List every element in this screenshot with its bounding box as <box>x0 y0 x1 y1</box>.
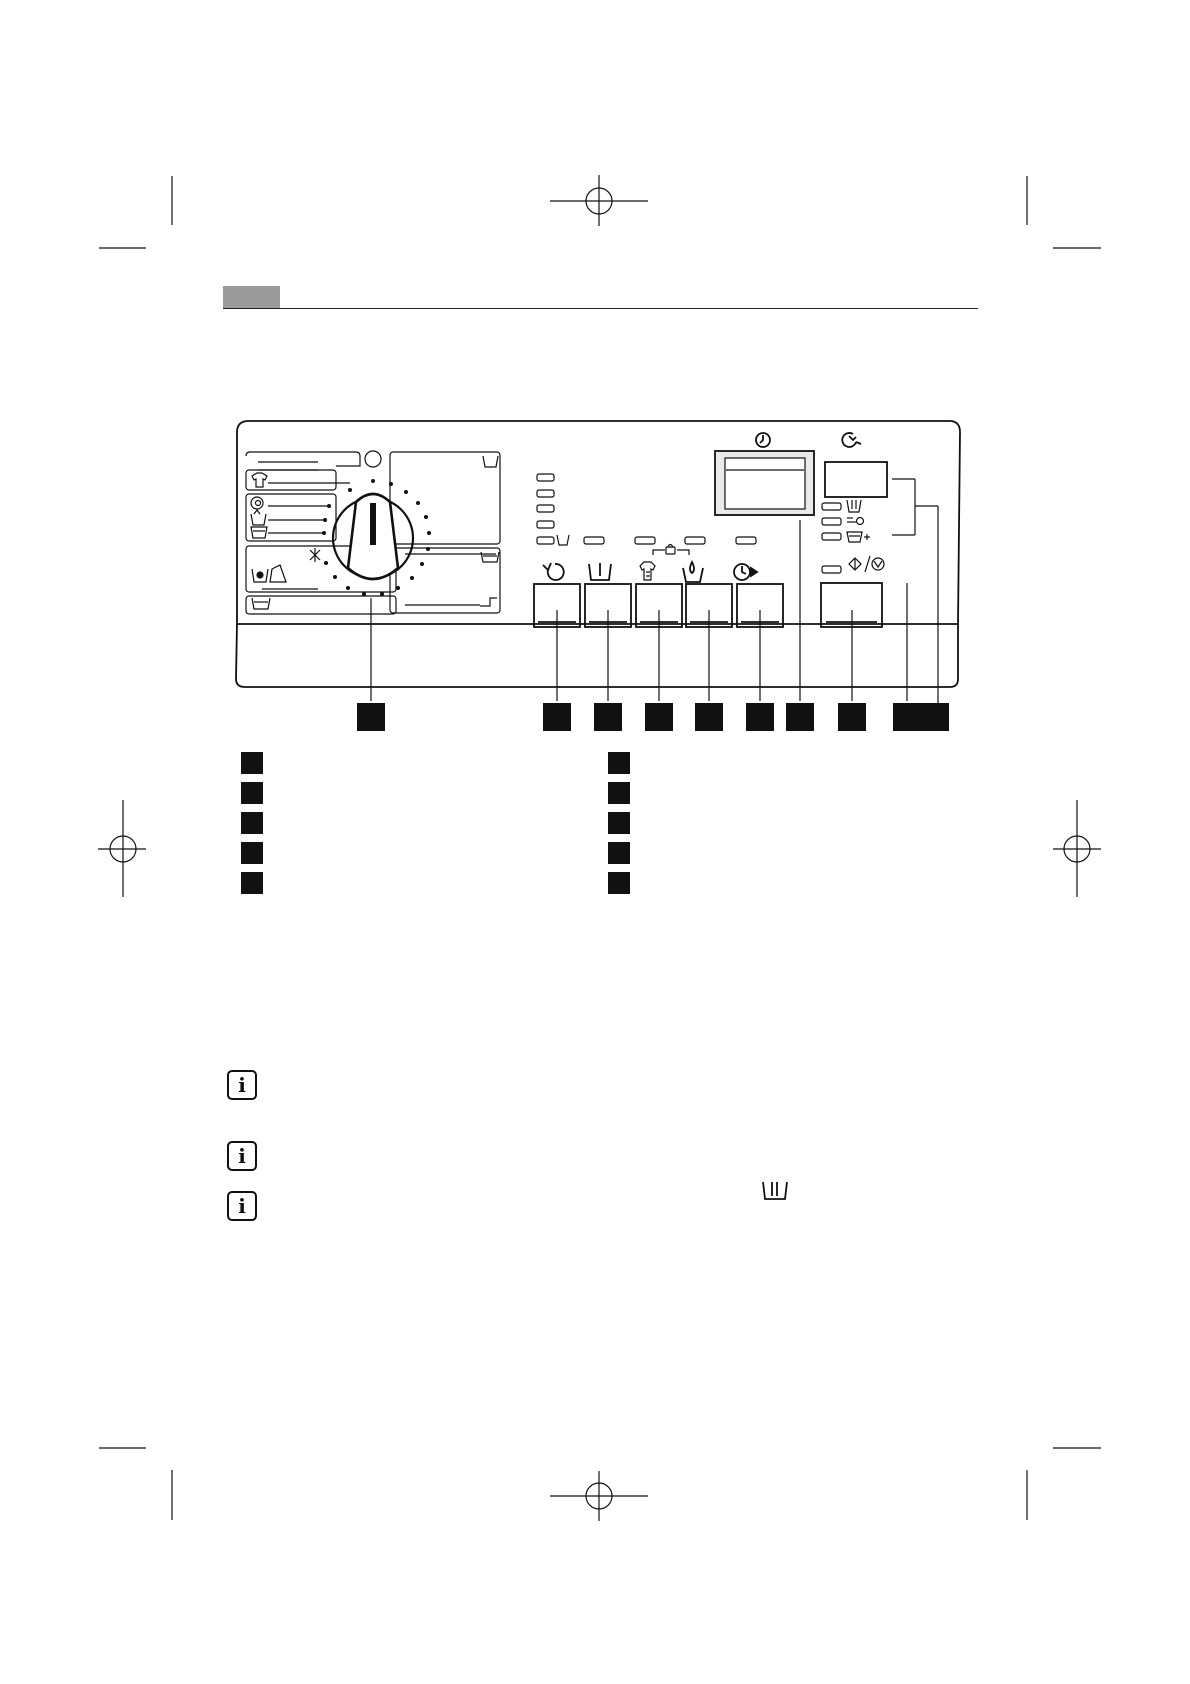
info-icon: i <box>227 1070 257 1100</box>
info-icon: i <box>227 1191 257 1221</box>
info-icon: i <box>227 1141 257 1171</box>
